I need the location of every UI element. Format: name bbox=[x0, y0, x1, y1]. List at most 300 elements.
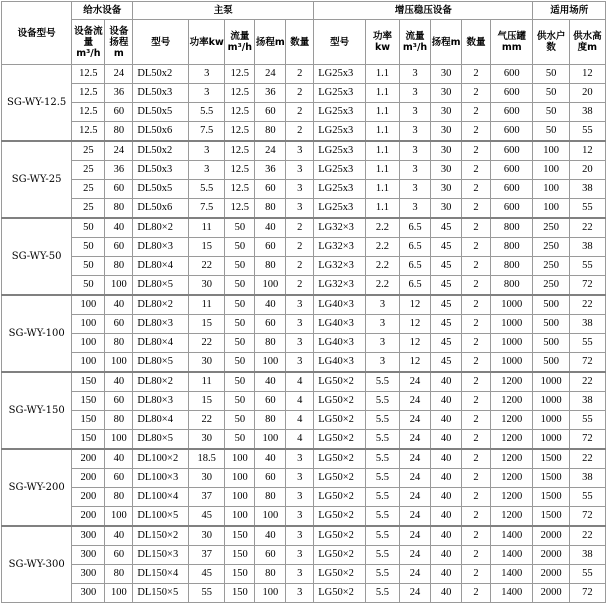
cell-main-type: DL150×5 bbox=[133, 584, 189, 603]
header-boost-qty: 数量 bbox=[462, 20, 491, 65]
cell-boost-head: 45 bbox=[431, 218, 462, 238]
cell-households: 250 bbox=[533, 238, 569, 257]
cell-main-type: DL80×4 bbox=[133, 334, 189, 353]
cell-main-type: DL50x3 bbox=[133, 161, 189, 180]
cell-main-type: DL100×2 bbox=[133, 449, 189, 469]
equipment-model-cell: SG-WY-150 bbox=[2, 372, 72, 449]
cell-supply-head: 60 bbox=[105, 315, 133, 334]
cell-boost-type: LG25x3 bbox=[314, 180, 366, 199]
cell-boost-qty: 2 bbox=[462, 65, 491, 84]
cell-boost-type: LG40×3 bbox=[314, 295, 366, 315]
cell-tank-pressure: 1000 bbox=[491, 295, 533, 315]
cell-supply-head: 60 bbox=[105, 546, 133, 565]
cell-main-power: 30 bbox=[189, 353, 225, 373]
cell-tank-pressure: 600 bbox=[491, 122, 533, 142]
cell-boost-head: 40 bbox=[431, 488, 462, 507]
cell-boost-qty: 2 bbox=[462, 526, 491, 546]
cell-households: 250 bbox=[533, 276, 569, 296]
cell-main-flow: 50 bbox=[225, 353, 255, 373]
cell-tank-pressure: 600 bbox=[491, 161, 533, 180]
cell-tank-pressure: 600 bbox=[491, 65, 533, 84]
cell-boost-flow: 6.5 bbox=[400, 257, 431, 276]
cell-boost-power: 5.5 bbox=[365, 488, 399, 507]
cell-boost-qty: 2 bbox=[462, 584, 491, 603]
table-row bbox=[2, 65, 606, 84]
cell-boost-power: 3 bbox=[365, 334, 399, 353]
cell-boost-qty: 2 bbox=[462, 141, 491, 161]
cell-main-flow: 100 bbox=[225, 469, 255, 488]
cell-tank-pressure: 1200 bbox=[491, 507, 533, 527]
cell-boost-flow: 24 bbox=[400, 584, 431, 603]
cell-boost-power: 5.5 bbox=[365, 469, 399, 488]
cell-supply-flow: 25 bbox=[72, 180, 105, 199]
cell-tank-pressure: 1200 bbox=[491, 469, 533, 488]
cell-households: 1500 bbox=[533, 488, 569, 507]
equipment-model-cell: SG-WY-12.5 bbox=[2, 65, 72, 142]
cell-main-power: 3 bbox=[189, 141, 225, 161]
cell-main-head: 100 bbox=[255, 507, 286, 527]
cell-main-qty: 4 bbox=[286, 372, 314, 392]
cell-households: 2000 bbox=[533, 526, 569, 546]
cell-boost-type: LG50×2 bbox=[314, 430, 366, 450]
cell-boost-head: 40 bbox=[431, 565, 462, 584]
cell-main-power: 3 bbox=[189, 84, 225, 103]
cell-main-type: DL80×4 bbox=[133, 257, 189, 276]
cell-height: 55 bbox=[569, 565, 605, 584]
cell-tank-pressure: 1000 bbox=[491, 353, 533, 373]
cell-boost-qty: 2 bbox=[462, 180, 491, 199]
cell-boost-head: 45 bbox=[431, 315, 462, 334]
cell-boost-type: LG50×2 bbox=[314, 392, 366, 411]
cell-main-flow: 150 bbox=[225, 584, 255, 603]
cell-boost-head: 45 bbox=[431, 334, 462, 353]
cell-boost-head: 45 bbox=[431, 257, 462, 276]
cell-height: 22 bbox=[569, 295, 605, 315]
cell-main-power: 30 bbox=[189, 469, 225, 488]
table-row bbox=[2, 315, 606, 334]
cell-boost-type: LG25x3 bbox=[314, 122, 366, 142]
cell-main-flow: 100 bbox=[225, 449, 255, 469]
table-row bbox=[2, 392, 606, 411]
header-tank-pressure: 气压罐mm bbox=[491, 20, 533, 65]
cell-main-qty: 3 bbox=[286, 449, 314, 469]
cell-main-qty: 3 bbox=[286, 334, 314, 353]
cell-main-qty: 3 bbox=[286, 353, 314, 373]
cell-supply-head: 80 bbox=[105, 199, 133, 219]
cell-height: 20 bbox=[569, 161, 605, 180]
cell-supply-flow: 12.5 bbox=[72, 103, 105, 122]
cell-main-power: 15 bbox=[189, 392, 225, 411]
cell-main-type: DL100×5 bbox=[133, 507, 189, 527]
cell-main-power: 55 bbox=[189, 584, 225, 603]
cell-main-power: 30 bbox=[189, 430, 225, 450]
cell-main-power: 22 bbox=[189, 411, 225, 430]
cell-tank-pressure: 800 bbox=[491, 257, 533, 276]
cell-main-head: 100 bbox=[255, 353, 286, 373]
cell-boost-power: 2.2 bbox=[365, 276, 399, 296]
cell-households: 500 bbox=[533, 295, 569, 315]
cell-boost-type: LG50×2 bbox=[314, 411, 366, 430]
cell-tank-pressure: 1200 bbox=[491, 372, 533, 392]
cell-boost-head: 40 bbox=[431, 372, 462, 392]
cell-boost-qty: 2 bbox=[462, 238, 491, 257]
cell-tank-pressure: 1400 bbox=[491, 546, 533, 565]
cell-boost-flow: 24 bbox=[400, 507, 431, 527]
cell-height: 38 bbox=[569, 546, 605, 565]
cell-supply-head: 40 bbox=[105, 295, 133, 315]
cell-boost-head: 30 bbox=[431, 141, 462, 161]
cell-boost-head: 30 bbox=[431, 199, 462, 219]
cell-boost-head: 45 bbox=[431, 276, 462, 296]
cell-tank-pressure: 1400 bbox=[491, 526, 533, 546]
cell-main-qty: 3 bbox=[286, 180, 314, 199]
cell-main-qty: 4 bbox=[286, 392, 314, 411]
cell-households: 50 bbox=[533, 122, 569, 142]
cell-supply-flow: 50 bbox=[72, 238, 105, 257]
cell-supply-flow: 50 bbox=[72, 257, 105, 276]
cell-height: 22 bbox=[569, 449, 605, 469]
cell-boost-power: 5.5 bbox=[365, 546, 399, 565]
cell-height: 38 bbox=[569, 469, 605, 488]
header-group-booster: 增压稳压设备 bbox=[314, 2, 533, 20]
cell-boost-power: 3 bbox=[365, 315, 399, 334]
table-row bbox=[2, 565, 606, 584]
cell-main-flow: 50 bbox=[225, 257, 255, 276]
cell-households: 100 bbox=[533, 199, 569, 219]
cell-boost-qty: 2 bbox=[462, 161, 491, 180]
cell-boost-flow: 24 bbox=[400, 469, 431, 488]
cell-main-qty: 2 bbox=[286, 65, 314, 84]
cell-boost-type: LG50×2 bbox=[314, 449, 366, 469]
cell-height: 38 bbox=[569, 238, 605, 257]
cell-boost-power: 1.1 bbox=[365, 122, 399, 142]
cell-boost-qty: 2 bbox=[462, 488, 491, 507]
equipment-model-cell: SG-WY-200 bbox=[2, 449, 72, 526]
table-row bbox=[2, 276, 606, 296]
cell-supply-flow: 100 bbox=[72, 315, 105, 334]
table-row bbox=[2, 334, 606, 353]
cell-households: 100 bbox=[533, 180, 569, 199]
cell-boost-flow: 6.5 bbox=[400, 276, 431, 296]
table-row bbox=[2, 526, 606, 546]
cell-supply-head: 100 bbox=[105, 507, 133, 527]
header-boost-power: 功率kw bbox=[365, 20, 399, 65]
cell-height: 72 bbox=[569, 276, 605, 296]
cell-main-flow: 150 bbox=[225, 565, 255, 584]
cell-main-qty: 2 bbox=[286, 103, 314, 122]
cell-supply-flow: 300 bbox=[72, 526, 105, 546]
table-row bbox=[2, 257, 606, 276]
cell-height: 72 bbox=[569, 430, 605, 450]
cell-main-type: DL80×5 bbox=[133, 353, 189, 373]
table-row bbox=[2, 141, 606, 161]
cell-supply-head: 100 bbox=[105, 353, 133, 373]
cell-tank-pressure: 800 bbox=[491, 238, 533, 257]
cell-boost-power: 5.5 bbox=[365, 565, 399, 584]
cell-boost-power: 3 bbox=[365, 295, 399, 315]
header-boost-type: 型号 bbox=[314, 20, 366, 65]
cell-boost-head: 45 bbox=[431, 353, 462, 373]
cell-main-flow: 12.5 bbox=[225, 199, 255, 219]
cell-main-type: DL80×4 bbox=[133, 411, 189, 430]
cell-main-power: 5.5 bbox=[189, 180, 225, 199]
cell-main-head: 100 bbox=[255, 430, 286, 450]
cell-households: 50 bbox=[533, 65, 569, 84]
cell-supply-head: 100 bbox=[105, 276, 133, 296]
cell-height: 72 bbox=[569, 507, 605, 527]
cell-main-flow: 50 bbox=[225, 238, 255, 257]
cell-households: 500 bbox=[533, 334, 569, 353]
cell-boost-power: 5.5 bbox=[365, 584, 399, 603]
cell-boost-flow: 6.5 bbox=[400, 238, 431, 257]
cell-main-head: 40 bbox=[255, 526, 286, 546]
cell-boost-type: LG50×2 bbox=[314, 546, 366, 565]
cell-boost-flow: 3 bbox=[400, 161, 431, 180]
cell-main-head: 60 bbox=[255, 103, 286, 122]
cell-main-head: 40 bbox=[255, 295, 286, 315]
cell-supply-head: 80 bbox=[105, 122, 133, 142]
cell-households: 2000 bbox=[533, 565, 569, 584]
cell-boost-qty: 2 bbox=[462, 199, 491, 219]
cell-boost-flow: 3 bbox=[400, 122, 431, 142]
table-row bbox=[2, 122, 606, 142]
cell-boost-qty: 2 bbox=[462, 449, 491, 469]
cell-boost-power: 5.5 bbox=[365, 430, 399, 450]
cell-main-flow: 100 bbox=[225, 488, 255, 507]
cell-main-head: 24 bbox=[255, 141, 286, 161]
cell-main-flow: 12.5 bbox=[225, 103, 255, 122]
cell-supply-head: 80 bbox=[105, 411, 133, 430]
cell-boost-type: LG50×2 bbox=[314, 469, 366, 488]
cell-supply-head: 60 bbox=[105, 103, 133, 122]
cell-boost-qty: 2 bbox=[462, 411, 491, 430]
cell-height: 20 bbox=[569, 84, 605, 103]
header-boost-head: 扬程m bbox=[431, 20, 462, 65]
cell-main-head: 80 bbox=[255, 334, 286, 353]
cell-boost-qty: 2 bbox=[462, 218, 491, 238]
cell-main-qty: 3 bbox=[286, 469, 314, 488]
cell-main-flow: 50 bbox=[225, 276, 255, 296]
cell-height: 22 bbox=[569, 218, 605, 238]
cell-boost-head: 40 bbox=[431, 526, 462, 546]
table-row bbox=[2, 353, 606, 373]
cell-boost-flow: 3 bbox=[400, 141, 431, 161]
cell-main-qty: 2 bbox=[286, 276, 314, 296]
cell-main-flow: 50 bbox=[225, 411, 255, 430]
cell-boost-type: LG40×3 bbox=[314, 353, 366, 373]
table-row bbox=[2, 372, 606, 392]
cell-main-power: 37 bbox=[189, 546, 225, 565]
cell-boost-type: LG40×3 bbox=[314, 334, 366, 353]
cell-supply-flow: 200 bbox=[72, 507, 105, 527]
cell-main-qty: 3 bbox=[286, 141, 314, 161]
cell-main-qty: 3 bbox=[286, 315, 314, 334]
cell-boost-flow: 12 bbox=[400, 295, 431, 315]
cell-boost-power: 2.2 bbox=[365, 238, 399, 257]
cell-main-qty: 3 bbox=[286, 584, 314, 603]
cell-households: 1500 bbox=[533, 469, 569, 488]
cell-main-type: DL80×3 bbox=[133, 238, 189, 257]
cell-households: 1000 bbox=[533, 430, 569, 450]
cell-supply-flow: 150 bbox=[72, 392, 105, 411]
cell-boost-flow: 6.5 bbox=[400, 218, 431, 238]
cell-tank-pressure: 1200 bbox=[491, 488, 533, 507]
cell-height: 55 bbox=[569, 334, 605, 353]
cell-main-power: 15 bbox=[189, 238, 225, 257]
cell-main-qty: 3 bbox=[286, 565, 314, 584]
cell-boost-head: 40 bbox=[431, 507, 462, 527]
cell-supply-flow: 100 bbox=[72, 334, 105, 353]
cell-main-power: 30 bbox=[189, 276, 225, 296]
cell-main-head: 24 bbox=[255, 65, 286, 84]
cell-main-qty: 2 bbox=[286, 122, 314, 142]
cell-tank-pressure: 600 bbox=[491, 103, 533, 122]
cell-main-flow: 150 bbox=[225, 546, 255, 565]
cell-main-type: DL80×2 bbox=[133, 372, 189, 392]
cell-boost-head: 40 bbox=[431, 411, 462, 430]
header-main-type: 型号 bbox=[133, 20, 189, 65]
cell-boost-qty: 2 bbox=[462, 353, 491, 373]
cell-main-qty: 4 bbox=[286, 430, 314, 450]
cell-main-type: DL150×3 bbox=[133, 546, 189, 565]
cell-supply-head: 24 bbox=[105, 141, 133, 161]
header-households: 供水户数 bbox=[533, 20, 569, 65]
cell-boost-type: LG32×3 bbox=[314, 257, 366, 276]
cell-tank-pressure: 1200 bbox=[491, 392, 533, 411]
cell-supply-flow: 12.5 bbox=[72, 122, 105, 142]
cell-main-type: DL100×3 bbox=[133, 469, 189, 488]
cell-main-head: 80 bbox=[255, 199, 286, 219]
cell-tank-pressure: 1400 bbox=[491, 565, 533, 584]
cell-main-type: DL80×2 bbox=[133, 218, 189, 238]
cell-main-power: 45 bbox=[189, 565, 225, 584]
cell-supply-flow: 300 bbox=[72, 546, 105, 565]
cell-main-power: 18.5 bbox=[189, 449, 225, 469]
cell-main-power: 7.5 bbox=[189, 199, 225, 219]
cell-main-type: DL50x2 bbox=[133, 141, 189, 161]
cell-boost-flow: 3 bbox=[400, 199, 431, 219]
cell-boost-flow: 3 bbox=[400, 65, 431, 84]
cell-boost-qty: 2 bbox=[462, 469, 491, 488]
cell-supply-head: 100 bbox=[105, 584, 133, 603]
cell-boost-head: 30 bbox=[431, 180, 462, 199]
cell-main-power: 11 bbox=[189, 372, 225, 392]
cell-boost-power: 1.1 bbox=[365, 180, 399, 199]
cell-main-head: 80 bbox=[255, 411, 286, 430]
cell-main-power: 45 bbox=[189, 507, 225, 527]
table-body bbox=[2, 65, 606, 603]
cell-main-power: 7.5 bbox=[189, 122, 225, 142]
cell-main-type: DL80×5 bbox=[133, 276, 189, 296]
cell-main-power: 3 bbox=[189, 65, 225, 84]
cell-main-type: DL50x5 bbox=[133, 180, 189, 199]
cell-boost-qty: 2 bbox=[462, 392, 491, 411]
cell-supply-head: 60 bbox=[105, 392, 133, 411]
cell-households: 1500 bbox=[533, 449, 569, 469]
table-row bbox=[2, 546, 606, 565]
cell-boost-qty: 2 bbox=[462, 507, 491, 527]
cell-boost-head: 30 bbox=[431, 84, 462, 103]
table-row bbox=[2, 84, 606, 103]
cell-main-type: DL80×5 bbox=[133, 430, 189, 450]
header-model: 设备型号 bbox=[2, 2, 72, 65]
table-row bbox=[2, 488, 606, 507]
cell-boost-type: LG40×3 bbox=[314, 315, 366, 334]
cell-main-power: 11 bbox=[189, 295, 225, 315]
table-row bbox=[2, 507, 606, 527]
cell-height: 38 bbox=[569, 315, 605, 334]
cell-main-head: 60 bbox=[255, 546, 286, 565]
cell-boost-head: 40 bbox=[431, 430, 462, 450]
cell-boost-power: 1.1 bbox=[365, 65, 399, 84]
cell-height: 38 bbox=[569, 103, 605, 122]
cell-main-flow: 50 bbox=[225, 315, 255, 334]
cell-main-head: 60 bbox=[255, 469, 286, 488]
cell-boost-flow: 24 bbox=[400, 526, 431, 546]
cell-main-head: 100 bbox=[255, 584, 286, 603]
cell-households: 50 bbox=[533, 84, 569, 103]
cell-boost-power: 1.1 bbox=[365, 103, 399, 122]
cell-boost-qty: 2 bbox=[462, 372, 491, 392]
header-main-power: 功率kw bbox=[189, 20, 225, 65]
cell-supply-flow: 12.5 bbox=[72, 65, 105, 84]
table-header bbox=[2, 2, 606, 65]
cell-supply-head: 60 bbox=[105, 238, 133, 257]
cell-boost-type: LG25x3 bbox=[314, 65, 366, 84]
header-group-main-pump: 主泵 bbox=[133, 2, 314, 20]
cell-height: 55 bbox=[569, 122, 605, 142]
cell-boost-type: LG25x3 bbox=[314, 141, 366, 161]
cell-boost-type: LG25x3 bbox=[314, 199, 366, 219]
cell-height: 72 bbox=[569, 353, 605, 373]
cell-boost-flow: 24 bbox=[400, 411, 431, 430]
cell-tank-pressure: 1200 bbox=[491, 430, 533, 450]
cell-supply-flow: 150 bbox=[72, 372, 105, 392]
cell-supply-head: 80 bbox=[105, 565, 133, 584]
table-row bbox=[2, 199, 606, 219]
cell-main-qty: 3 bbox=[286, 295, 314, 315]
cell-boost-type: LG50×2 bbox=[314, 584, 366, 603]
cell-tank-pressure: 1200 bbox=[491, 411, 533, 430]
cell-tank-pressure: 800 bbox=[491, 218, 533, 238]
cell-households: 1000 bbox=[533, 411, 569, 430]
cell-main-flow: 50 bbox=[225, 430, 255, 450]
cell-main-head: 80 bbox=[255, 565, 286, 584]
cell-boost-power: 5.5 bbox=[365, 411, 399, 430]
header-main-head: 扬程m bbox=[255, 20, 286, 65]
cell-main-flow: 12.5 bbox=[225, 84, 255, 103]
cell-tank-pressure: 600 bbox=[491, 141, 533, 161]
cell-supply-head: 40 bbox=[105, 526, 133, 546]
cell-main-type: DL100×4 bbox=[133, 488, 189, 507]
cell-supply-head: 40 bbox=[105, 218, 133, 238]
cell-boost-head: 30 bbox=[431, 65, 462, 84]
header-supply-head: 设备扬程m bbox=[105, 20, 133, 65]
cell-height: 22 bbox=[569, 372, 605, 392]
cell-supply-head: 60 bbox=[105, 180, 133, 199]
cell-main-head: 60 bbox=[255, 315, 286, 334]
cell-supply-flow: 50 bbox=[72, 218, 105, 238]
table-row bbox=[2, 295, 606, 315]
cell-main-qty: 3 bbox=[286, 488, 314, 507]
cell-boost-power: 2.2 bbox=[365, 218, 399, 238]
cell-boost-qty: 2 bbox=[462, 276, 491, 296]
cell-main-head: 40 bbox=[255, 218, 286, 238]
cell-main-flow: 50 bbox=[225, 372, 255, 392]
cell-height: 55 bbox=[569, 257, 605, 276]
table-row bbox=[2, 584, 606, 603]
header-group-usage: 适用场所 bbox=[533, 2, 606, 20]
